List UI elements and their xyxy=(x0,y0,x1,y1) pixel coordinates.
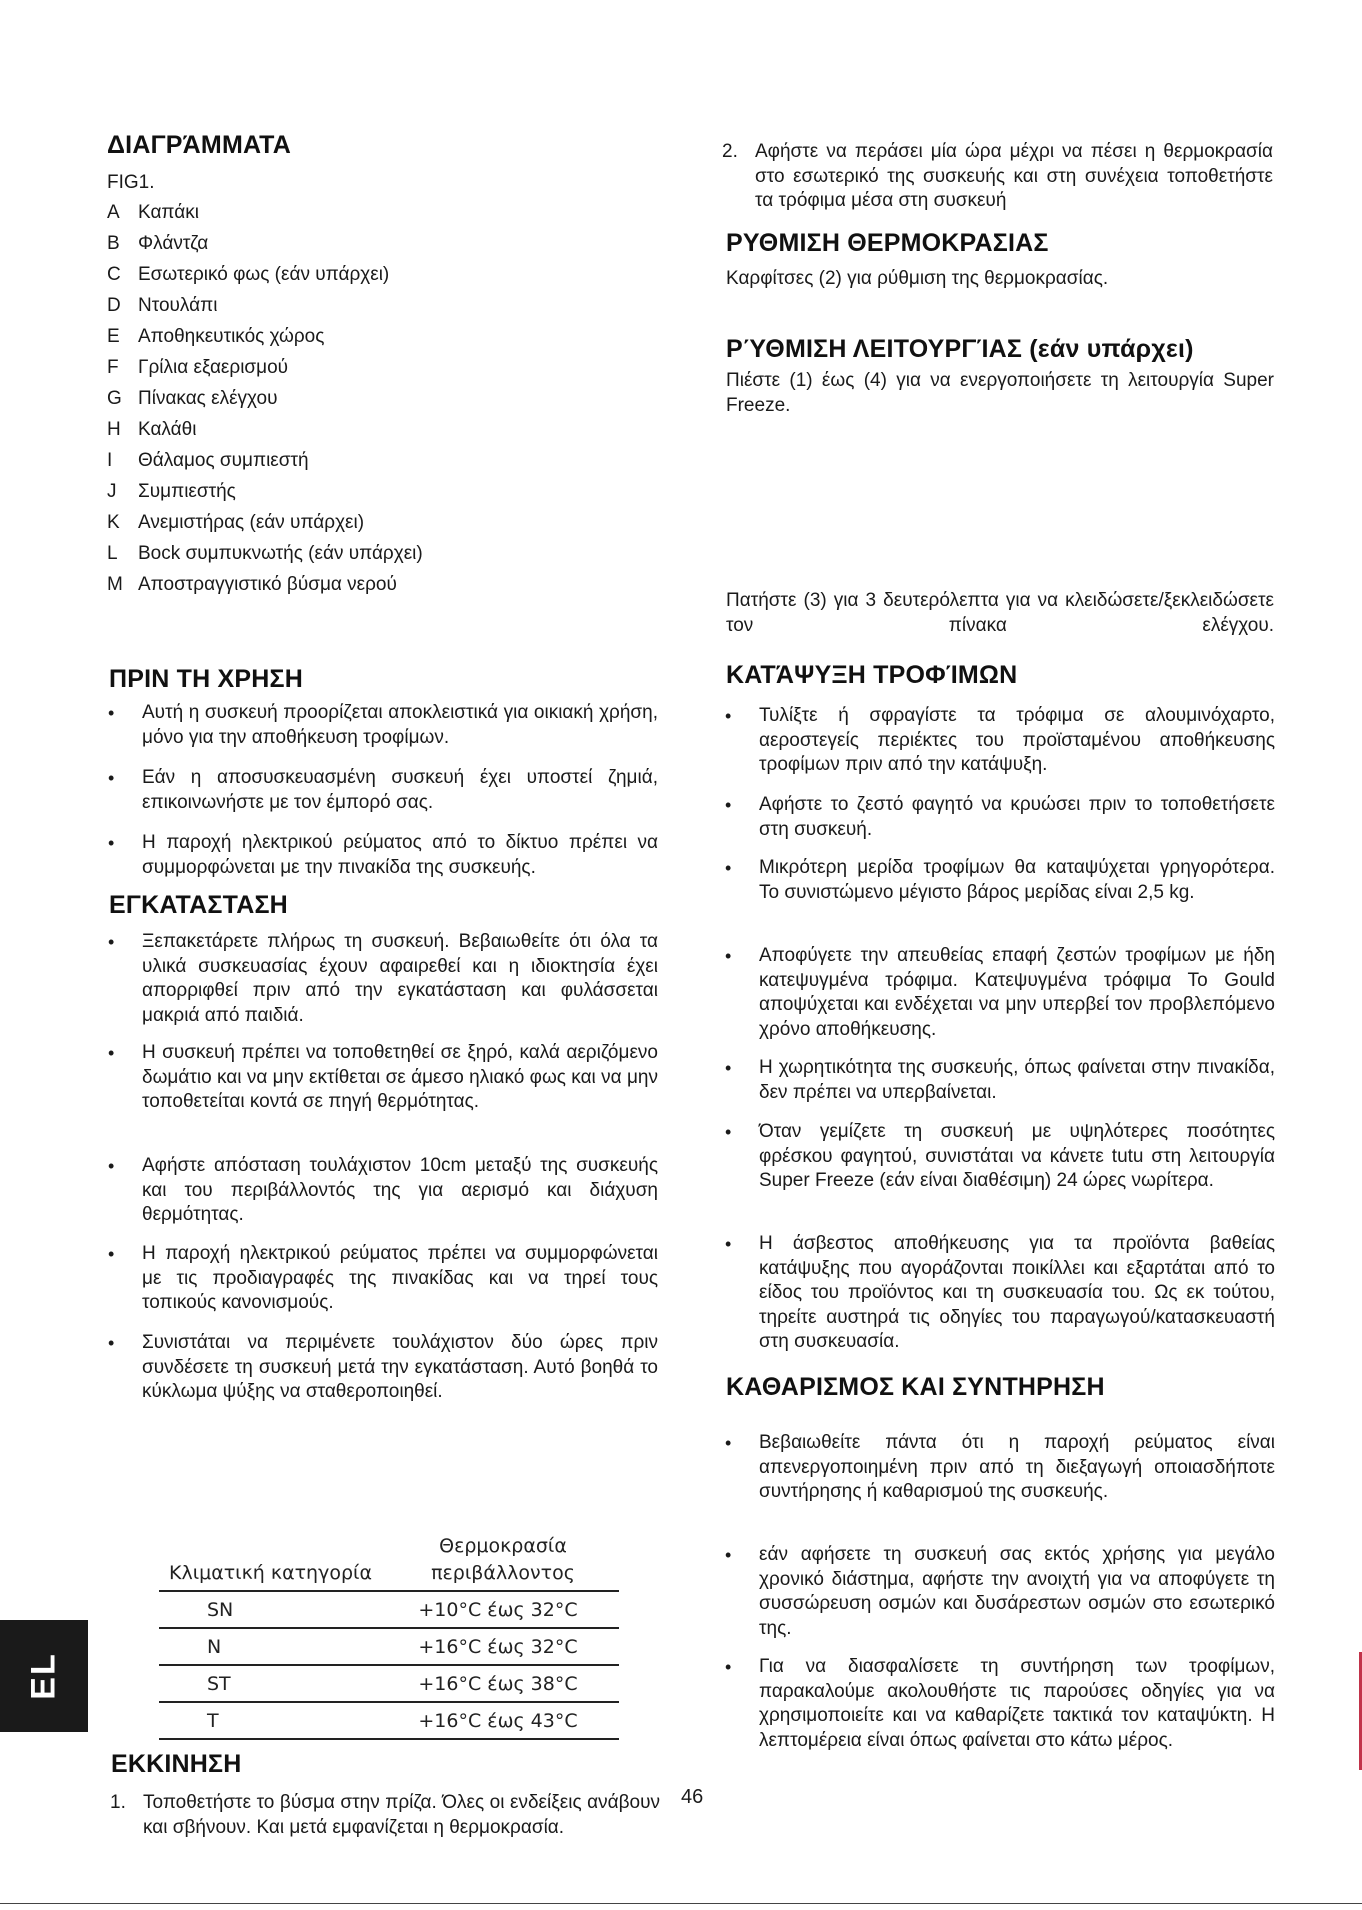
list-item: • Μικρότερη μερίδα τροφίμων θα καταψύχεται γρηγορότερα. Το συνιστώμενο μέγιστο βάρος μερίδας είναι 2,5 kg. xyxy=(725,857,1275,903)
bullet-text: Ξεπακετάρετε πλήρως τη συσκευή. Βεβαιωθείτε ότι όλα τα υλικά συσκευασίας έχουν αφαιρεθεί και η ιδιοκτησία έχει απορριφθεί πριν από την εγκατάσταση και φυλάσσεται μακριά από παιδιά. xyxy=(142,931,658,1026)
list-item xyxy=(107,573,397,597)
temp-setting-title: ΡΥΘΜΙΣΗ ΘΕΡΜΟΚΡΑΣΙΑΣ xyxy=(726,229,1049,257)
temp-setting-text: Καρφίτσες (2) για ρύθμιση της θερμοκρασίας. xyxy=(726,268,1109,289)
list-item xyxy=(107,201,199,225)
step-number: 1. xyxy=(110,1792,126,1813)
cell-class: N xyxy=(159,1628,377,1665)
item-text: Αποθηκευτικός χώρος xyxy=(138,326,325,347)
item-letter: J xyxy=(107,481,117,502)
lock-text: Πατήστε (3) για 3 δευτερόλεπτα για να κλειδώσετε/ξεκλειδώσετε τον πίνακα ελέγχου. xyxy=(726,590,1274,636)
bullet-text: Η παροχή ηλεκτρικού ρεύματος από το δίκτυο πρέπει να συμμορφώνεται με την πινακίδα της συσκευής. xyxy=(142,832,658,878)
list-item xyxy=(107,480,236,504)
function-setting-title: ΡΎΘΜΙΣΗ ΛΕΙΤΟΥΡΓΊΑΣ (εάν υπάρχει) xyxy=(726,335,1194,363)
list-item xyxy=(107,449,309,473)
language-code: EL xyxy=(24,1652,63,1700)
item-text: Ανεμιστήρας (εάν υπάρχει) xyxy=(138,512,365,533)
bullet-text: Η παροχή ηλεκτρικού ρεύματος πρέπει να συμμορφώνεται με τις προδιαγραφές της πινακίδας και να τηρεί τους τοπικούς κανονισμούς. xyxy=(142,1243,658,1313)
item-letter: H xyxy=(107,419,121,440)
table-row xyxy=(159,1591,619,1628)
table-header-row xyxy=(159,1531,619,1591)
list-item xyxy=(107,263,389,287)
cell-range: +10°C έως 32°C xyxy=(377,1591,619,1628)
step-text: Αφήστε να περάσει μία ώρα μέχρι να πέσει η θερμοκρασία στο εσωτερικό της συσκευής και στη συνέχεια τοποθετήστε τα τρόφιμα μέσα στη συσκευή xyxy=(755,141,1273,211)
bottom-rule xyxy=(0,1903,1362,1904)
bullet-text: Η συσκευή πρέπει να τοποθετηθεί σε ξηρό, καλά αεριζόμενο δωμάτιο και να μην εκτίθεται σε άμεσο ηλιακό φως και να μην τοποθετείται κοντά σε πηγή θερμότητας. xyxy=(142,1042,658,1112)
installation-title: ΕΓΚΑΤΑΣΤΑΣΗ xyxy=(109,891,288,919)
language-tab xyxy=(0,1620,88,1732)
step-number: 2. xyxy=(722,141,738,162)
fig-label: FIG1. xyxy=(107,172,155,193)
list-item xyxy=(107,356,288,380)
list-item: • Αφήστε απόσταση τουλάχιστον 10cm μεταξύ της συσκευής και του περιβάλλοντός της για αερισμό και διάχυση θερμότητας. xyxy=(108,1155,658,1225)
list-item xyxy=(107,294,217,318)
table-row xyxy=(159,1628,619,1665)
bullet-text: εάν αφήσετε τη συσκευή σας εκτός χρήσης για μεγάλο χρονικό διάστημα, αφήστε την ανοιχτή για να αποφύγετε τη συσσώρευση οσμών και δυσάρεστων οσμών στο εσωτερικό της. xyxy=(759,1544,1275,1639)
item-text: Θάλαμος συμπιεστή xyxy=(138,450,309,471)
item-letter: C xyxy=(107,264,121,285)
table-row xyxy=(159,1665,619,1702)
function-setting-text: Πιέστε (1) έως (4) για να ενεργοποιήσετε τη λειτουργία Super Freeze. xyxy=(726,370,1274,416)
list-item: • Η παροχή ηλεκτρικού ρεύματος πρέπει να συμμορφώνεται με τις προδιαγραφές της πινακίδας και να τηρεί τους τοπικούς κανονισμούς. xyxy=(108,1243,658,1313)
item-letter: E xyxy=(107,326,120,347)
list-item: • Συνιστάται να περιμένετε τουλάχιστον δύο ώρες πριν συνδέσετε τη συσκευή μετά την εγκατάσταση. Αυτό βοηθά το κύκλωμα ψύξης να σταθεροποιηθεί. xyxy=(108,1332,658,1402)
item-letter: M xyxy=(107,574,123,595)
list-item: • εάν αφήσετε τη συσκευή σας εκτός χρήσης για μεγάλο χρονικό διάστημα, αφήστε την ανοιχτή για να αποφύγετε τη συσσώρευση οσμών και δυσάρεστων οσμών στο εσωτερικό της. xyxy=(725,1544,1275,1639)
item-letter: D xyxy=(107,295,121,316)
list-item: • Βεβαιωθείτε πάντα ότι η παροχή ρεύματος είναι απενεργοποιημένη πριν από τη διεξαγωγή οποιασδήποτε συντήρησης ή καθαρισμού της συσκευής. xyxy=(725,1432,1275,1502)
list-item: • Εάν η αποσυσκευασμένη συσκευή έχει υποστεί ζημιά, επικοινωνήστε με τον έμπορό σας. xyxy=(108,767,658,813)
list-item xyxy=(107,232,208,256)
list-item: • Αυτή η συσκευή προορίζεται αποκλειστικά για οικιακή χρήση, μόνο για την αποθήκευση τροφίμων. xyxy=(108,702,658,748)
col-header-climate-class: Κλιματική κατηγορία xyxy=(159,1531,377,1591)
cell-range: +16°C έως 32°C xyxy=(377,1628,619,1665)
climate-class-table xyxy=(159,1531,619,1740)
diagrams-title: ΔΙΑΓΡΆΜΜΑΤΑ xyxy=(107,131,292,159)
item-letter: A xyxy=(107,202,120,223)
list-item: • Για να διασφαλίσετε τη συντήρηση των τροφίμων, παρακαλούμε ακολουθήστε τις παρούσες οδηγίες για να χρησιμοποιείτε και να καθαρίζετε τακτικά τον καταψύκτη. Η λεπτομέρεια είναι όπως φαίνεται στο κάτω μέρος. xyxy=(725,1656,1275,1751)
list-item: • Όταν γεμίζετε τη συσκευή με υψηλότερες ποσότητες φρέσκου φαγητού, συνιστάται να κάνετε tutu στη λειτουργία Super Freeze (εάν είναι διαθέσιμη) 24 ώρες νωρίτερα. xyxy=(725,1121,1275,1191)
item-text: Καπάκι xyxy=(138,202,199,223)
item-text: Εσωτερικό φως (εάν υπάρχει) xyxy=(138,264,390,285)
bullet-text: Όταν γεμίζετε τη συσκευή με υψηλότερες ποσότητες φρέσκου φαγητού, συνιστάται να κάνετε tutu στη λειτουργία Super Freeze (εάν είναι διαθέσιμη) 24 ώρες νωρίτερα. xyxy=(759,1121,1275,1191)
list-item: • Η άσβεστος αποθήκευσης για τα προϊόντα βαθείας κατάψυξης που αγοράζονται ποικίλλει και εξαρτάται από το είδος του προϊόντος και τη συσκευασία του. Ως εκ τούτου, τηρείτε αυστηρά τις οδηγίες του παραγωγού/κατασκευαστή στη συσκευασία. xyxy=(725,1233,1275,1352)
list-item: • Αποφύγετε την απευθείας επαφή ζεστών τροφίμων με ήδη κατεψυγμένα τρόφιμα. Κατεψυγμένα τρόφιμα Το Gould αποψύχεται και ενδέχεται να μην υπερβεί τον προβλεπόμενο χρόνο αποθήκευσης. xyxy=(725,945,1275,1040)
list-item: • Ξεπακετάρετε πλήρως τη συσκευή. Βεβαιωθείτε ότι όλα τα υλικά συσκευασίας έχουν αφαιρεθεί και η ιδιοκτησία έχει απορριφθεί πριν από την εγκατάσταση και φυλάσσεται μακριά από παιδιά. xyxy=(108,931,658,1026)
bullet-text: Εάν η αποσυσκευασμένη συσκευή έχει υποστεί ζημιά, επικοινωνήστε με τον έμπορό σας. xyxy=(142,767,658,813)
lock-text-line1 xyxy=(726,589,1274,638)
page-number: 46 xyxy=(681,1786,704,1808)
bullet-text: Τυλίξτε ή σφραγίστε τα τρόφιμα σε αλουμινόχαρτο, αεροστεγείς περιέκτες του προϊσταμένου αποθήκευσης τροφίμων πριν από την κατάψυξη. xyxy=(759,705,1275,775)
item-text: Πίνακας ελέγχου xyxy=(138,388,278,409)
list-item: • Αφήστε το ζεστό φαγητό να κρυώσει πριν το τοποθετήσετε στη συσκευή. xyxy=(725,794,1275,840)
list-item xyxy=(107,511,364,535)
freezing-title: ΚΑΤΆΨΥΞΗ ΤΡΟΦΊΜΩΝ xyxy=(726,661,1018,689)
table-row xyxy=(159,1702,619,1739)
item-text: Bock συμπυκνωτής (εάν υπάρχει) xyxy=(138,543,423,564)
cell-class: T xyxy=(159,1702,377,1739)
list-item xyxy=(110,1791,660,1840)
bullet-text: Η χωρητικότητα της συσκευής, όπως φαίνεται στην πινακίδα, δεν πρέπει να υπερβαίνεται. xyxy=(759,1057,1275,1103)
item-letter: L xyxy=(107,543,118,564)
bullet-text: Βεβαιωθείτε πάντα ότι η παροχή ρεύματος είναι απενεργοποιημένη πριν από τη διεξαγωγή οποιασδήποτε συντήρησης ή καθαρισμού της συσκευής. xyxy=(759,1432,1275,1502)
cell-range: +16°C έως 43°C xyxy=(377,1702,619,1739)
bullet-text: Αποφύγετε την απευθείας επαφή ζεστών τροφίμων με ήδη κατεψυγμένα τρόφιμα. Κατεψυγμένα τρόφιμα Το Gould αποψύχεται και ενδέχεται να μην υπερβεί τον προβλεπόμενο χρόνο αποθήκευσης. xyxy=(759,945,1275,1040)
bullet-text: Για να διασφαλίσετε τη συντήρηση των τροφίμων, παρακαλούμε ακολουθήστε τις παρούσες οδηγίες για να χρησιμοποιείτε και να καθαρίζετε τακτικά τον καταψύκτη. Η λεπτομέρεια είναι όπως φαίνεται στο κάτω μέρος. xyxy=(759,1656,1275,1751)
bullet-text: Αυτή η συσκευή προορίζεται αποκλειστικά για οικιακή χρήση, μόνο για την αποθήκευση τροφίμων. xyxy=(142,702,658,748)
list-item xyxy=(107,387,277,411)
bullet-text: Η άσβεστος αποθήκευσης για τα προϊόντα βαθείας κατάψυξης που αγοράζονται ποικίλλει και εξαρτάται από το είδος του προϊόντος και τη συσκευασία του. Ως εκ τούτου, τηρείτε αυστηρά τις οδηγίες του παραγωγού/κατασκευαστή στη συσκευασία. xyxy=(759,1233,1275,1352)
item-text: Ντουλάπι xyxy=(138,295,218,316)
cell-range: +16°C έως 38°C xyxy=(377,1665,619,1702)
item-text: Φλάντζα xyxy=(138,233,209,254)
item-letter: I xyxy=(107,450,113,471)
item-letter: K xyxy=(107,512,120,533)
list-item xyxy=(107,418,196,442)
item-text: Αποστραγγιστικό βύσμα νερού xyxy=(138,574,397,595)
item-letter: G xyxy=(107,388,122,409)
item-text: Καλάθι xyxy=(138,419,197,440)
list-item xyxy=(107,542,423,566)
item-text: Συμπιεστής xyxy=(138,481,236,502)
bullet-text: Συνιστάται να περιμένετε τουλάχιστον δύο ώρες πριν συνδέσετε τη συσκευή μετά την εγκατάσταση. Αυτό βοηθά το κύκλωμα ψύξης να σταθεροποιηθεί. xyxy=(142,1332,658,1402)
list-item xyxy=(107,325,324,349)
step-text: Τοποθετήστε το βύσμα στην πρίζα. Όλες οι ενδείξεις ανάβουν και σβήνουν. Και μετά εμφανίζεται η θερμοκρασία. xyxy=(143,1792,660,1838)
item-letter: F xyxy=(107,357,119,378)
bullet-text: Αφήστε απόσταση τουλάχιστον 10cm μεταξύ της συσκευής και του περιβάλλοντός της για αερισμό και διάχυση θερμότητας. xyxy=(142,1155,658,1225)
bullet-text: Αφήστε το ζεστό φαγητό να κρυώσει πριν το τοποθετήσετε στη συσκευή. xyxy=(759,794,1275,840)
item-text: Γρίλια εξαερισμού xyxy=(138,357,289,378)
list-item: • Η συσκευή πρέπει να τοποθετηθεί σε ξηρό, καλά αεριζόμενο δωμάτιο και να μην εκτίθεται σε άμεσο ηλιακό φως και να μην τοποθετείται κοντά σε πηγή θερμότητας. xyxy=(108,1042,658,1112)
cleaning-title: ΚΑΘΑΡΙΣΜΟΣ ΚΑΙ ΣΥΝΤΗΡΗΣΗ xyxy=(726,1373,1105,1401)
list-item xyxy=(722,140,1273,214)
cell-class: ST xyxy=(159,1665,377,1702)
startup-title: ΕΚΚΙΝΗΣΗ xyxy=(111,1750,242,1778)
cell-class: SN xyxy=(159,1591,377,1628)
before-use-title: ΠΡΙΝ ΤΗ ΧΡΗΣΗ xyxy=(109,665,304,693)
item-letter: B xyxy=(107,233,120,254)
list-item: • Η χωρητικότητα της συσκευής, όπως φαίνεται στην πινακίδα, δεν πρέπει να υπερβαίνεται. xyxy=(725,1057,1275,1103)
list-item: • Η παροχή ηλεκτρικού ρεύματος από το δίκτυο πρέπει να συμμορφώνεται με την πινακίδα της συσκευής. xyxy=(108,832,658,878)
bullet-text: Μικρότερη μερίδα τροφίμων θα καταψύχεται γρηγορότερα. Το συνιστώμενο μέγιστο βάρος μερίδας είναι 2,5 kg. xyxy=(759,857,1275,903)
col-header-ambient-temp: Θερμοκρασία περιβάλλοντος xyxy=(377,1531,619,1591)
list-item: • Τυλίξτε ή σφραγίστε τα τρόφιμα σε αλουμινόχαρτο, αεροστεγείς περιέκτες του προϊσταμένου αποθήκευσης τροφίμων πριν από την κατάψυξη. xyxy=(725,705,1275,775)
